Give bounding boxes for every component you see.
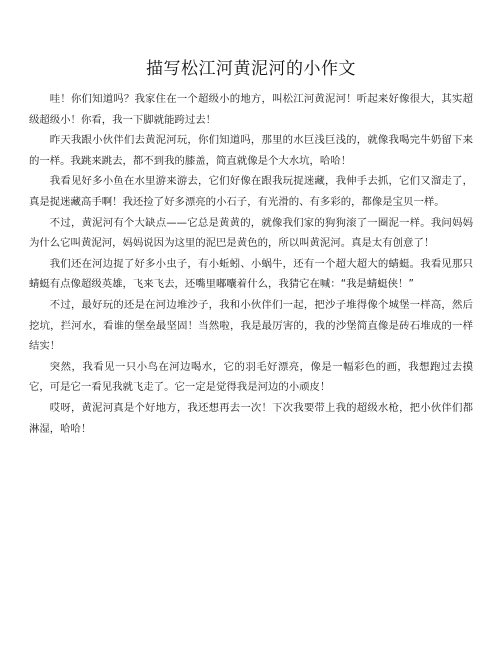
paragraph: 不过，最好玩的还是在河边堆沙子，我和小伙伴们一起，把沙子堆得像个城堡一样高，然后挖坑，拦河水，看谁的堡垒最坚固！当然啦，我是最厉害的，我的沙堡简直像是砖石堆成的一样结实！ bbox=[29, 298, 473, 353]
document-body bbox=[29, 89, 473, 439]
paragraph: 我看见好多小鱼在水里游来游去，它们好像在跟我玩捉迷藏，我伸手去抓，它们又溜走了，真是捉迷藏高手啊！我还捡了好多漂亮的小石子，有光滑的、有多彩的，都像是宝贝一样。 bbox=[29, 175, 473, 208]
paragraph: 哎呀，黄泥河真是个好地方，我还想再去一次！下次我要带上我的超级水枪，把小伙伴们都淋湿，哈哈！ bbox=[29, 401, 473, 435]
paragraph: 昨天我跟小伙伴们去黄泥河玩，你们知道吗，那里的水巨浅巨浅的，就像我喝完牛奶留下来的一样。我跳来跳去，都不到我的膝盖，简直就像是个大水坑，哈哈！ bbox=[29, 134, 473, 167]
paragraph: 突然，我看见一只小鸟在河边喝水，它的羽毛好漂亮，像是一幅彩色的画，我想跑过去摸它，可是它一看见我就飞走了。它一定是觉得我是河边的小顽皮！ bbox=[29, 360, 473, 394]
paragraph: 我们还在河边捉了好多小虫子，有小蚯蚓、小蜗牛，还有一个超大超大的蜻蜓。我看见那只蜻蜓有点像超级英雄，飞来飞去，还嘴里嘟囔着什么，我猜它在喊：“我是蜻蜓侠！” bbox=[29, 257, 473, 291]
document-title: 描写松江河黄泥河的小作文 bbox=[146, 59, 356, 79]
paragraph: 不过，黄泥河有个大缺点——它总是黄黄的，就像我们家的狗狗滚了一圈泥一样。我问妈妈为什么它叫黄泥河，妈妈说因为这里的泥巴是黄色的，所以叫黄泥河。真是太有创意了！ bbox=[29, 216, 473, 250]
paragraph: 哇！你们知道吗？我家住在一个超级小的地方，叫松江河黄泥河！听起来好像很大，其实超级超级小！你看，我一下脚就能跨过去！ bbox=[29, 93, 473, 126]
